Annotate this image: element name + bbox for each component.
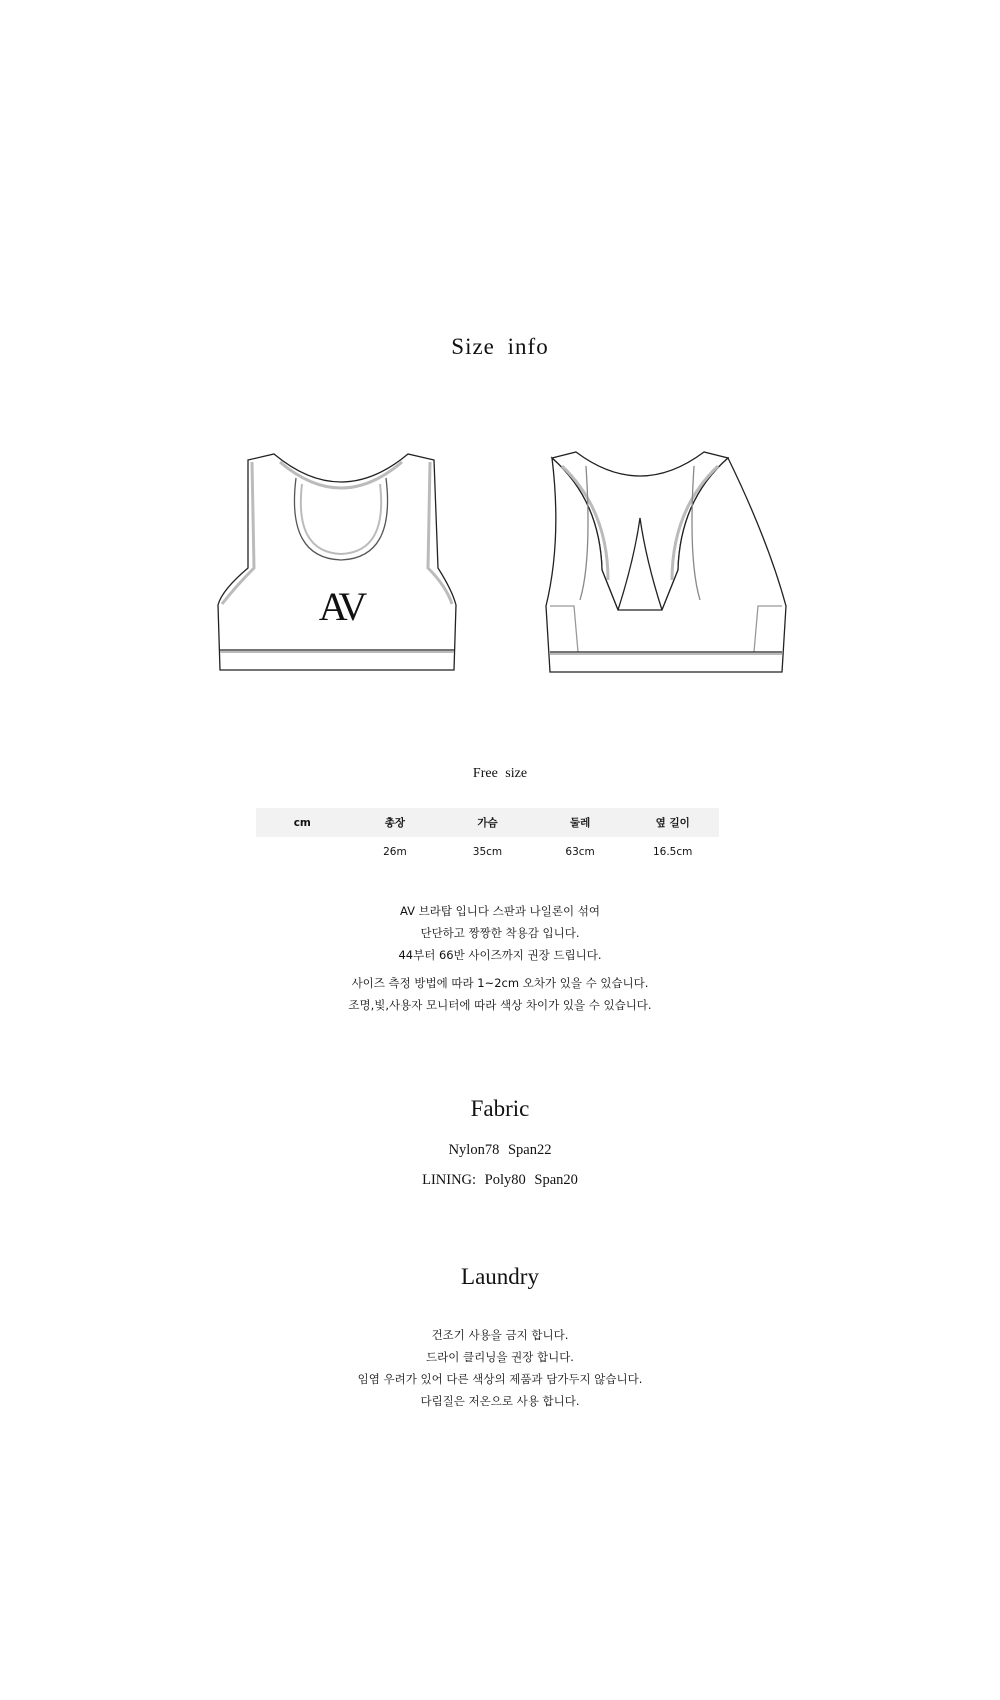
- size-info-title: Size info: [451, 334, 549, 359]
- garment-illustration: [200, 440, 820, 680]
- size-table-header-cell: 가슴: [441, 808, 534, 837]
- laundry-title: Laundry: [461, 1264, 539, 1289]
- front-view-drawing: [218, 454, 456, 670]
- av-logo: AV: [318, 584, 364, 629]
- size-table-header-cell: 옆 길이: [626, 808, 719, 837]
- description-line: AV 브라탑 입니다 스판과 나일론이 섞여: [400, 904, 600, 918]
- table-row: [256, 837, 719, 867]
- size-table-header-cell: 총장: [349, 808, 442, 837]
- description-note: 조명,빛,사용자 모니터에 따라 색상 차이가 있을 수 있습니다.: [348, 998, 652, 1012]
- description-line: 44부터 66반 사이즈까지 권장 드립니다.: [398, 948, 602, 962]
- size-table-cell: 26m: [383, 846, 407, 858]
- size-table-cell: 35cm: [472, 846, 503, 858]
- description-note: 사이즈 측정 방법에 따라 1~2cm 오차가 있을 수 있습니다.: [351, 976, 649, 990]
- product-description: [0, 900, 1000, 1016]
- size-table-header-row: [256, 808, 719, 837]
- lining-composition: LINING: Poly80 Span20: [422, 1172, 578, 1188]
- laundry-line: 건조기 사용을 금지 합니다.: [431, 1328, 569, 1342]
- fabric-title: Fabric: [470, 1096, 530, 1121]
- size-table-cell: 63cm: [565, 846, 595, 858]
- size-table-cell: 16.5cm: [652, 846, 693, 858]
- laundry-line: 임염 우려가 있어 다른 색상의 제품과 담가두지 않습니다.: [357, 1372, 643, 1386]
- back-view-drawing: [546, 452, 786, 672]
- size-table-cell: [256, 837, 349, 867]
- laundry-instructions: [0, 1324, 1000, 1412]
- laundry-line: 다림질은 저온으로 사용 합니다.: [420, 1394, 580, 1408]
- laundry-line: 드라이 클리닝을 권장 합니다.: [426, 1350, 574, 1364]
- size-table-header-cell: cm: [256, 808, 349, 837]
- size-table: [256, 808, 719, 867]
- fabric-composition: Nylon78 Span22: [448, 1142, 552, 1158]
- free-size-label: Free size: [472, 766, 528, 781]
- description-line: 단단하고 짱짱한 착용감 입니다.: [420, 926, 580, 940]
- size-table-header-cell: 둘레: [534, 808, 627, 837]
